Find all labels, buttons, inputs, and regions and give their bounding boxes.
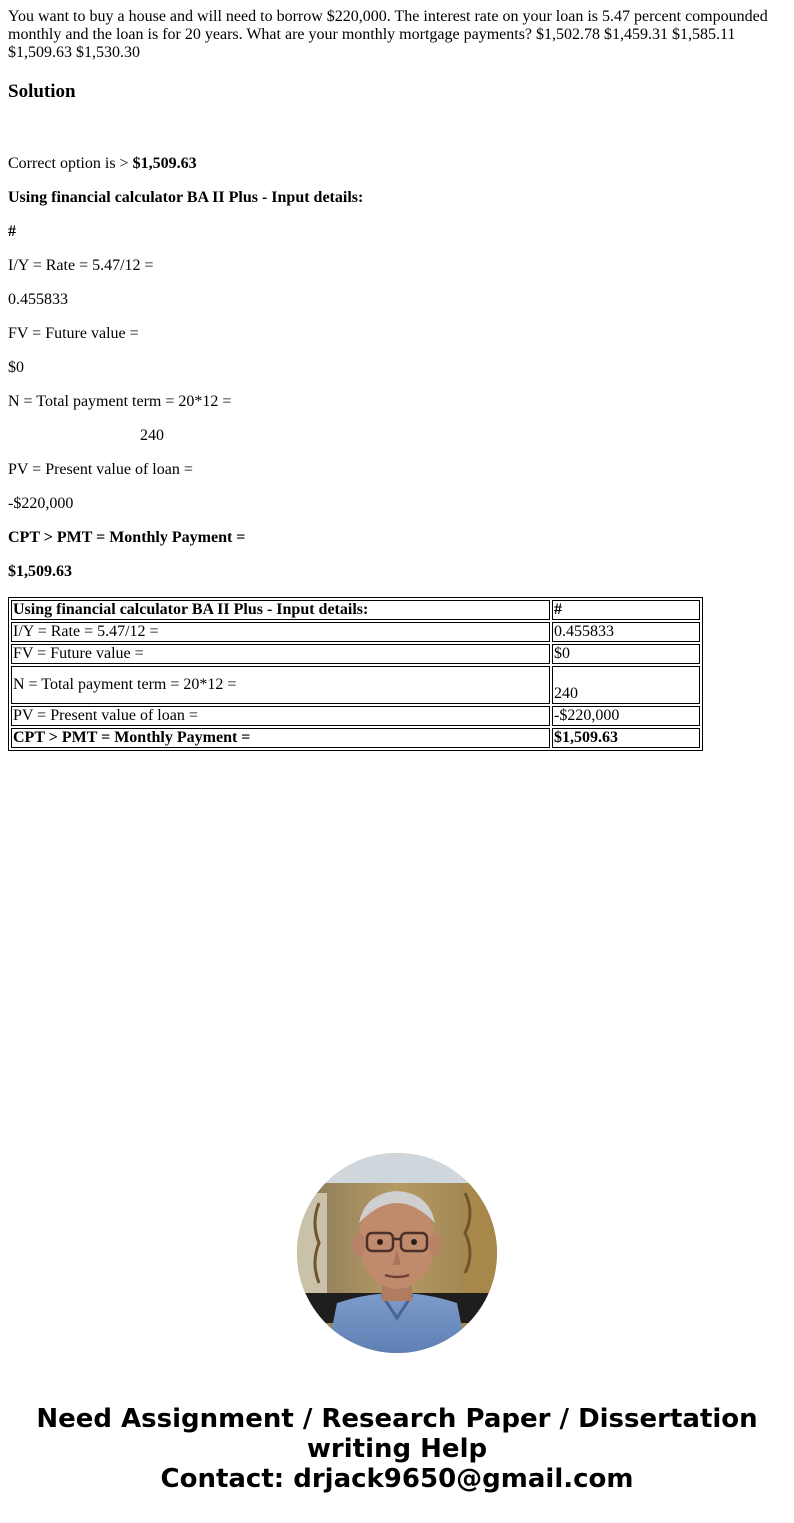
question-text: You want to buy a house and will need to borrow $220,000. The interest rate on your loan is 5.47 percent compounded monthly and the loan is for 20 years. What are your monthly mortgage payments? $1,502.78 $1,459.31 $1,585.11 $1,509.63 $1,530.30 [8,8,768,61]
pv-value: -$220,000 [8,495,74,512]
hash-mark: # [8,223,16,240]
footer-line-2: writing Help [306,1434,488,1464]
table-row [11,644,700,664]
pv-label: PV = Present value of loan = [8,461,193,478]
table-cell-value: # [552,600,700,620]
rate-value: 0.455833 [8,291,68,308]
table-row [11,600,700,620]
solution-document [8,8,786,746]
fv-value: $0 [8,359,24,376]
footer-contact: Contact: drjack9650@gmail.com [160,1464,634,1494]
table-cell-value: $1,509.63 [552,728,700,748]
table-row [11,666,700,704]
calc-title: Using financial calculator BA II Plus - Input details: [8,189,364,206]
pmt-value: $1,509.63 [8,563,72,580]
table-row [11,706,700,726]
author-avatar [297,1153,497,1353]
pmt-label: CPT > PMT = Monthly Payment = [8,529,246,546]
table-cell-label: I/Y = Rate = 5.47/12 = [11,622,550,642]
correct-option-prefix: Correct option is > [8,155,133,172]
footer-line-1: Need Assignment / Research Paper / Dissertation [36,1404,758,1434]
table-cell-value: -$220,000 [552,706,700,726]
solution-heading: Solution [8,81,76,102]
table-cell-label: FV = Future value = [11,644,550,664]
n-value: 240 [140,427,164,444]
author-portrait-image [297,1153,497,1353]
calc-table [8,597,703,751]
table-cell-label: N = Total payment term = 20*12 = [11,666,550,704]
footer-banner [0,1404,794,1494]
n-label: N = Total payment term = 20*12 = [8,393,232,410]
correct-option-value: $1,509.63 [132,155,197,172]
rate-label: I/Y = Rate = 5.47/12 = [8,257,154,274]
table-cell-value: $0 [552,644,700,664]
table-cell-value: 0.455833 [552,622,700,642]
table-cell-value: 240 [552,666,700,704]
table-row [11,728,700,748]
table-cell-label: PV = Present value of loan = [11,706,550,726]
table-cell-label: CPT > PMT = Monthly Payment = [11,728,550,748]
correct-option-line [8,155,197,173]
table-cell-label: Using financial calculator BA II Plus - Input details: [11,600,550,620]
fv-label: FV = Future value = [8,325,139,342]
table-row [11,622,700,642]
